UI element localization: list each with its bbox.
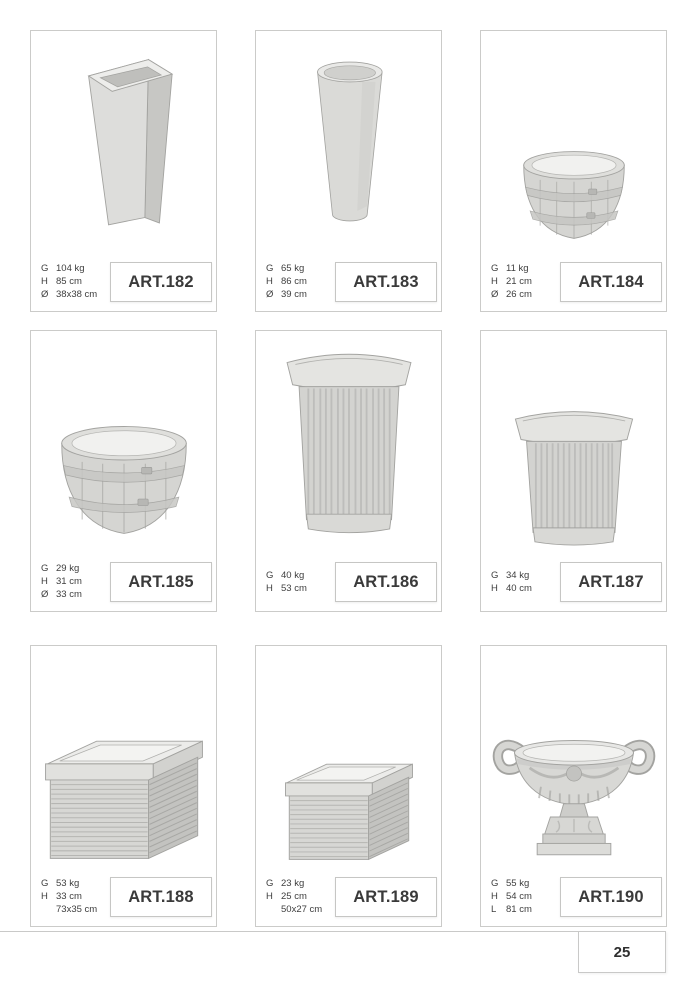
- spec-value: 50x27 cm: [281, 904, 323, 915]
- article-number-box: [110, 262, 212, 302]
- spec-value: 54 cm: [506, 891, 532, 902]
- product-specs: [41, 263, 97, 301]
- product-info: [266, 262, 437, 302]
- spec-value: 29 kg: [56, 563, 80, 574]
- spec-dimensions: [266, 904, 322, 916]
- product-card-art190: [480, 645, 667, 927]
- article-number-box: [110, 877, 212, 917]
- spec-value: 33 cm: [56, 589, 82, 600]
- product-card-art187: [480, 330, 667, 612]
- article-number-box: [335, 262, 437, 302]
- product-info: [41, 262, 212, 302]
- product-image: [256, 31, 441, 255]
- article-number: ART.182: [128, 272, 194, 291]
- product-image: [481, 331, 666, 555]
- article-number-box: [335, 562, 437, 602]
- product-photo-art190: [488, 715, 660, 868]
- spec-height: [41, 276, 97, 288]
- spec-label: G: [491, 263, 499, 274]
- product-specs: [41, 563, 82, 601]
- spec-value: 40 kg: [281, 569, 305, 581]
- product-info: [491, 877, 662, 917]
- spec-diameter: [266, 289, 307, 301]
- product-row-3: [30, 645, 667, 927]
- article-number: ART.187: [578, 572, 644, 591]
- product-image: [31, 331, 216, 555]
- article-number: ART.185: [128, 572, 194, 591]
- product-card-art188: [30, 645, 217, 927]
- article-number-box: [110, 562, 212, 602]
- product-info: [491, 262, 662, 302]
- spec-value: 11 kg: [506, 263, 529, 274]
- spec-height: [491, 583, 532, 595]
- product-photo-art189: [279, 750, 419, 868]
- product-photo-art188: [38, 724, 210, 868]
- product-photo-art184: [510, 136, 638, 253]
- product-info: [266, 877, 437, 917]
- spec-value: 21 cm: [506, 276, 532, 287]
- spec-diameter: [491, 289, 532, 301]
- spec-height: [41, 891, 97, 903]
- spec-value: 65 kg: [281, 263, 305, 274]
- product-specs: [266, 263, 307, 301]
- product-row-1: [30, 30, 667, 312]
- page-number: 25: [613, 943, 631, 961]
- spec-weight: [266, 570, 307, 582]
- spec-weight: [491, 263, 532, 275]
- spec-value: 86 cm: [281, 276, 307, 287]
- spec-label: H: [266, 276, 273, 287]
- spec-label: H: [266, 891, 273, 902]
- spec-value: 31 cm: [56, 576, 82, 587]
- product-card-art185: [30, 330, 217, 612]
- spec-value: 53 kg: [56, 878, 80, 889]
- spec-height: [266, 276, 307, 288]
- spec-label: Ø: [41, 589, 49, 600]
- spec-label: Ø: [266, 289, 274, 300]
- spec-weight: [41, 878, 97, 890]
- spec-label: G: [266, 569, 274, 581]
- product-card-art186: [255, 330, 442, 612]
- product-specs: [266, 570, 307, 595]
- spec-label: H: [41, 576, 48, 587]
- product-photo-art187: [504, 393, 644, 553]
- article-number-box: [560, 562, 662, 602]
- article-number-box: [335, 877, 437, 917]
- spec-value: 73x35 cm: [56, 904, 98, 915]
- spec-value: 26 cm: [506, 289, 532, 300]
- spec-label: G: [41, 878, 49, 889]
- product-info: [266, 562, 437, 602]
- article-number: ART.190: [578, 887, 644, 906]
- spec-label: Ø: [41, 289, 49, 300]
- spec-value: 85 cm: [56, 276, 82, 287]
- product-image: [31, 646, 216, 870]
- product-card-art189: [255, 645, 442, 927]
- product-photo-art183: [301, 35, 397, 253]
- spec-label: G: [491, 878, 499, 889]
- article-number-box: [560, 877, 662, 917]
- spec-height: [491, 891, 532, 903]
- product-info: [41, 877, 212, 917]
- spec-label: H: [491, 276, 498, 287]
- product-specs: [491, 570, 532, 595]
- spec-weight: [266, 878, 322, 890]
- product-photo-art185: [45, 406, 203, 553]
- spec-diameter: [41, 289, 97, 301]
- product-specs: [266, 878, 322, 916]
- spec-weight: [266, 263, 307, 275]
- article-number-box: [560, 262, 662, 302]
- spec-label: H: [41, 891, 48, 902]
- spec-value: 39 cm: [281, 289, 307, 300]
- spec-weight: [41, 563, 82, 575]
- spec-value: 25 cm: [281, 891, 307, 902]
- product-image: [256, 646, 441, 870]
- spec-label: G: [41, 263, 49, 274]
- article-number: ART.188: [128, 887, 194, 906]
- product-info: [41, 562, 212, 602]
- spec-value: 38x38 cm: [56, 289, 98, 300]
- product-image: [481, 646, 666, 870]
- spec-label: Ø: [491, 289, 499, 300]
- spec-dimensions: [41, 904, 97, 916]
- product-image: [256, 331, 441, 555]
- spec-label: [266, 904, 281, 916]
- spec-height: [266, 583, 307, 595]
- spec-diameter: [41, 589, 82, 601]
- product-card-art182: [30, 30, 217, 312]
- spec-label: G: [491, 569, 499, 581]
- spec-label: H: [491, 582, 498, 594]
- spec-label: H: [266, 582, 273, 594]
- spec-value: 40 cm: [506, 582, 532, 594]
- product-image: [481, 31, 666, 255]
- spec-label: G: [266, 878, 274, 889]
- product-specs: [491, 263, 532, 301]
- spec-value: 104 kg: [56, 263, 85, 274]
- article-number: ART.183: [353, 272, 419, 291]
- spec-label: H: [41, 276, 48, 287]
- footer-rule: [0, 931, 666, 932]
- spec-label: G: [41, 563, 49, 574]
- spec-height: [491, 276, 532, 288]
- product-specs: [491, 878, 532, 916]
- spec-value: 81 cm: [506, 904, 532, 915]
- page-number-box: [578, 931, 666, 973]
- spec-weight: [41, 263, 97, 275]
- spec-value: 33 cm: [56, 891, 82, 902]
- spec-height: [41, 576, 82, 588]
- spec-value: 53 cm: [281, 582, 307, 594]
- spec-value: 34 kg: [506, 569, 530, 581]
- product-image: [31, 31, 216, 255]
- product-row-2: [30, 330, 667, 612]
- spec-length: [491, 904, 532, 916]
- product-info: [491, 562, 662, 602]
- spec-label: G: [266, 263, 274, 274]
- spec-label: L: [491, 904, 497, 915]
- spec-label: [41, 904, 56, 916]
- spec-label: H: [491, 891, 498, 902]
- product-specs: [41, 878, 97, 916]
- product-card-art183: [255, 30, 442, 312]
- product-card-art184: [480, 30, 667, 312]
- spec-height: [266, 891, 322, 903]
- product-photo-art186: [275, 333, 423, 553]
- spec-weight: [491, 878, 532, 890]
- spec-weight: [491, 570, 532, 582]
- spec-value: 55 kg: [506, 878, 530, 889]
- spec-value: 23 kg: [281, 878, 305, 889]
- article-number: ART.184: [578, 272, 644, 291]
- article-number: ART.189: [353, 887, 419, 906]
- product-photo-art182: [65, 35, 183, 253]
- article-number: ART.186: [353, 572, 419, 591]
